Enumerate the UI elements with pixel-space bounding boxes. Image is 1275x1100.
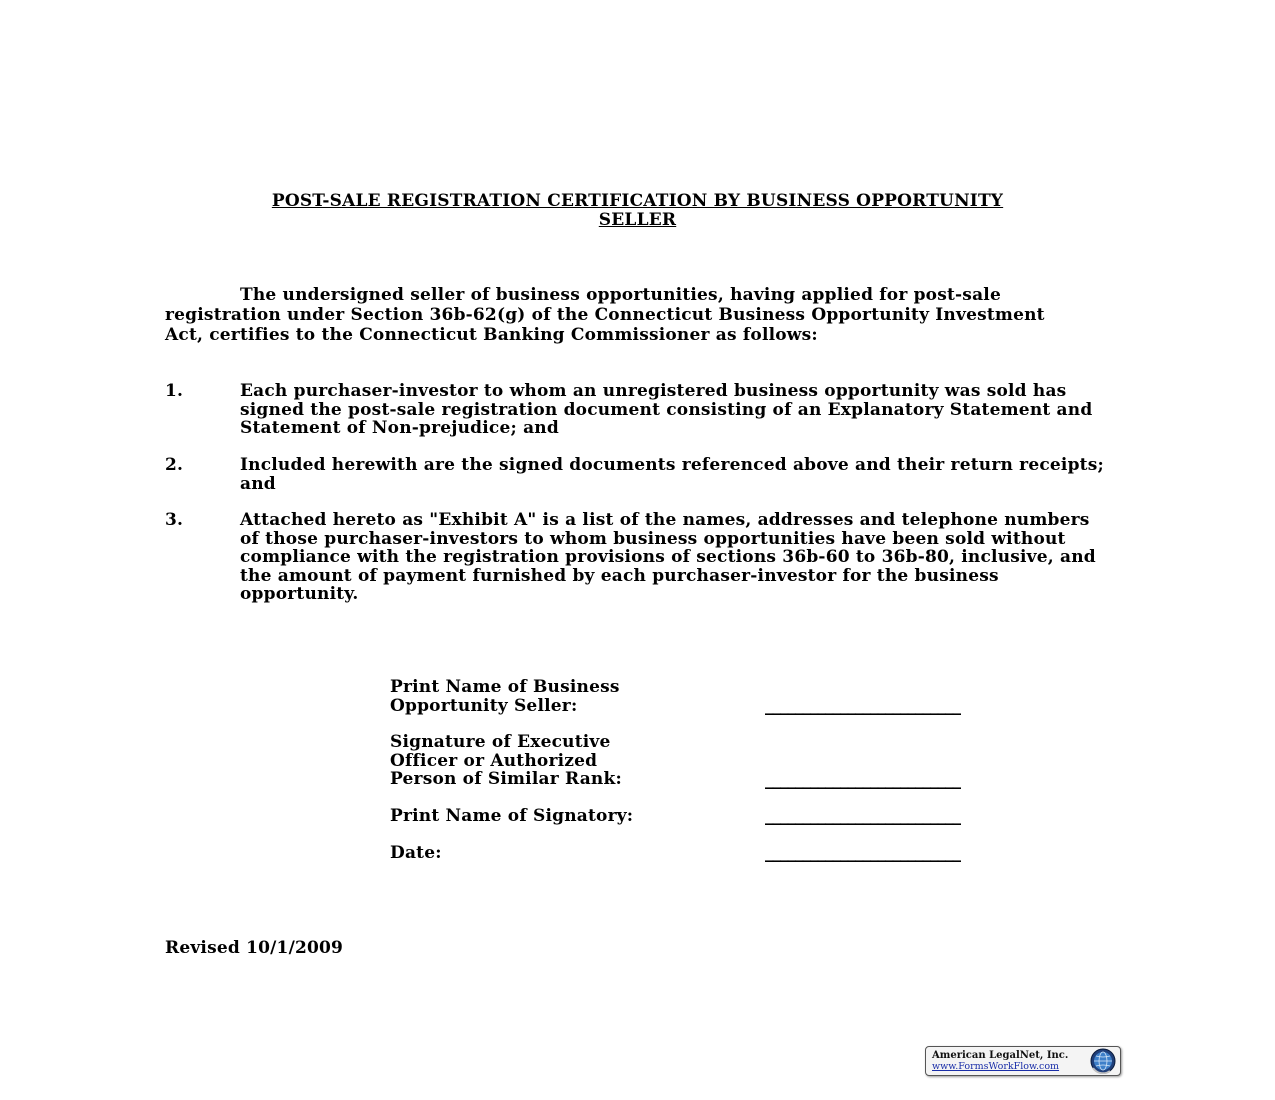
signatory-name-label-line-1: Print Name of Signatory: xyxy=(390,806,634,826)
signature-label-line-3: Person of Similar Rank: xyxy=(390,769,622,790)
list-item-text: Attached hereto as "Exhibit A" is a list of the names, addresses and telephone numbers of those purchaser-investors to whom business opportunities have been sold without compliance with the registration provisions of sections 36b-60 to 36b-80, inclusive, and the amount of payment furnished by each purchaser-investor for the business opportunity. xyxy=(240,510,1096,605)
title-line-2: SELLER xyxy=(598,210,677,230)
logo-url-link[interactable]: www.FormsWorkFlow.com xyxy=(932,1061,1060,1072)
list-item-text: Included herewith are the signed documents referenced above and their return receipts; and xyxy=(240,455,1104,494)
list-item-number: 3. xyxy=(165,510,184,530)
signatory-name-field[interactable]: __________________________ xyxy=(765,807,960,826)
list-item-number: 1. xyxy=(165,381,184,401)
globe-icon xyxy=(1090,1048,1116,1074)
footer-logo[interactable] xyxy=(925,1046,1121,1076)
document-title xyxy=(160,192,1115,230)
seller-name-field[interactable]: __________________________ xyxy=(765,697,960,716)
date-label-line-1: Date: xyxy=(390,843,442,863)
signatory-name-label xyxy=(390,807,730,826)
list-item-text: Each purchaser-investor to whom an unregistered business opportunity was sold has signed the post-sale registration document consisting of an Explanatory Statement and Statement of Non-prejudice; and xyxy=(240,381,1093,439)
signature-field[interactable]: __________________________ xyxy=(765,771,960,790)
title-line-1: POST-SALE REGISTRATION CERTIFICATION BY BUSINESS OPPORTUNITY xyxy=(271,191,1004,211)
seller-name-label xyxy=(390,678,730,715)
seller-name-label-line-1: Print Name of Business xyxy=(390,677,620,697)
list-item-number: 2. xyxy=(165,455,184,475)
signature-label-line-1: Signature of Executive xyxy=(390,732,611,752)
revised-date: Revised 10/1/2009 xyxy=(165,938,344,958)
logo-company-name: American LegalNet, Inc. xyxy=(932,1050,1069,1061)
date-field[interactable]: __________________________ xyxy=(765,844,960,863)
signature-label-line-2: Officer or Authorized xyxy=(390,750,598,771)
date-label xyxy=(390,844,730,863)
intro-paragraph: The undersigned seller of business opportunities, having applied for post-sale registration under Section 36b-62(g) of the Connecticut Business Opportunity Investment Act, certifies to the Connecticut Banking Commissioner as follows: xyxy=(165,285,1045,345)
seller-name-label-line-2: Opportunity Seller: xyxy=(390,695,578,716)
signature-label xyxy=(390,733,730,789)
